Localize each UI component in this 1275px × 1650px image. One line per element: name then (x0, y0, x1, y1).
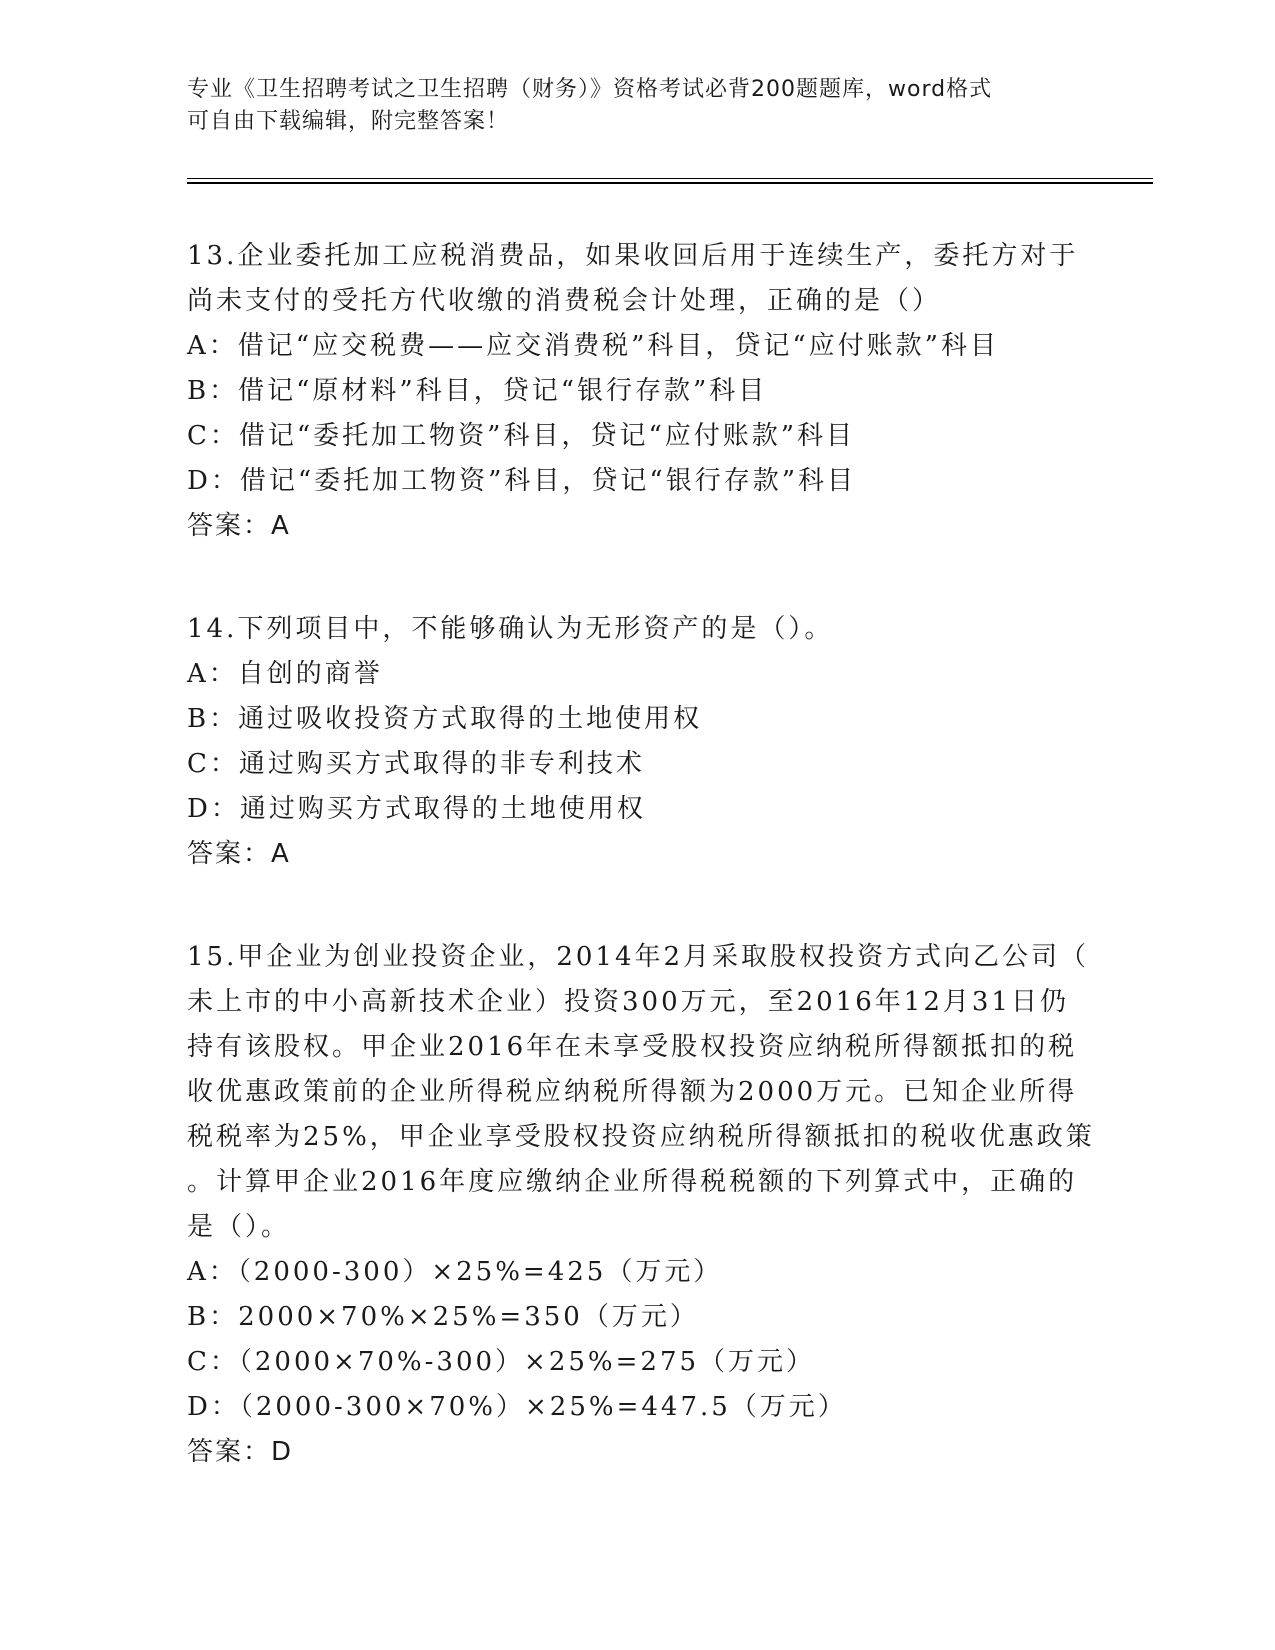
option-c: C：借记“委托加工物资”科目，贷记“应付账款”科目 (187, 421, 856, 451)
question-stem-line: 13.企业委托加工应税消费品，如果收回后用于连续生产，委托方对于 (187, 241, 1079, 271)
answer-label: 答案：A (187, 839, 291, 869)
header-divider-thick (187, 182, 1153, 184)
question-stem-line: 持有该股权。甲企业2016年在未享受股权投资应纳税所得额抵扣的税 (187, 1032, 1078, 1062)
option-a: A：自创的商誉 (187, 659, 383, 689)
header-line-1: 专业《卫生招聘考试之卫生招聘（财务）》资格考试必背200题题库，word格式 (187, 77, 993, 102)
question-stem-line: 未上市的中小高新技术企业）投资300万元，至2016年12月31日仍 (187, 987, 1069, 1017)
answer-label: 答案：A (187, 511, 291, 541)
question-stem-line: 是（）。 (187, 1212, 291, 1242)
option-d: D：通过购买方式取得的土地使用权 (187, 794, 646, 824)
question-13 (187, 234, 1087, 549)
question-stem-line: 。计算甲企业2016年度应缴纳企业所得税税额的下列算式中，正确的 (187, 1167, 1078, 1197)
option-b: B：通过吸收投资方式取得的土地使用权 (187, 704, 703, 734)
question-list (187, 234, 1095, 1533)
question-14 (187, 607, 1087, 877)
option-c: C：（2000×70%-300）×25%=275（万元） (187, 1347, 816, 1377)
question-stem-line: 尚未支付的受托方代收缴的消费税会计处理，正确的是（） (187, 286, 942, 316)
option-c: C：通过购买方式取得的非专利技术 (187, 749, 645, 779)
question-stem-line: 收优惠政策前的企业所得税应纳税所得额为2000万元。已知企业所得 (187, 1077, 1078, 1107)
answer-label: 答案：D (187, 1437, 294, 1467)
question-stem-line: 14.下列项目中，不能够确认为无形资产的是（）。 (187, 614, 834, 644)
option-a: A：（2000-300）×25%=425（万元） (187, 1257, 723, 1287)
question-stem-line: 税税率为25%，甲企业享受股权投资应纳税所得额抵扣的税收优惠政策 (187, 1122, 1095, 1152)
option-d: D：借记“委托加工物资”科目，贷记“银行存款”科目 (187, 466, 857, 496)
question-stem-line: 15.甲企业为创业投资企业，2014年2月采取股权投资方式向乙公司（ (187, 942, 1090, 972)
option-d: D：（2000-300×70%）×25%=447.5（万元） (187, 1392, 847, 1422)
option-b: B：借记“原材料”科目，贷记“银行存款”科目 (187, 376, 768, 406)
option-a: A：借记“应交税费——应交消费税”科目，贷记“应付账款”科目 (187, 331, 999, 361)
header-divider-thin (187, 178, 1153, 179)
option-b: B：2000×70%×25%=350（万元） (187, 1302, 699, 1332)
header-line-2: 可自由下载编辑，附完整答案！ (187, 109, 510, 134)
question-15 (187, 935, 1095, 1475)
document-header (187, 74, 1087, 138)
